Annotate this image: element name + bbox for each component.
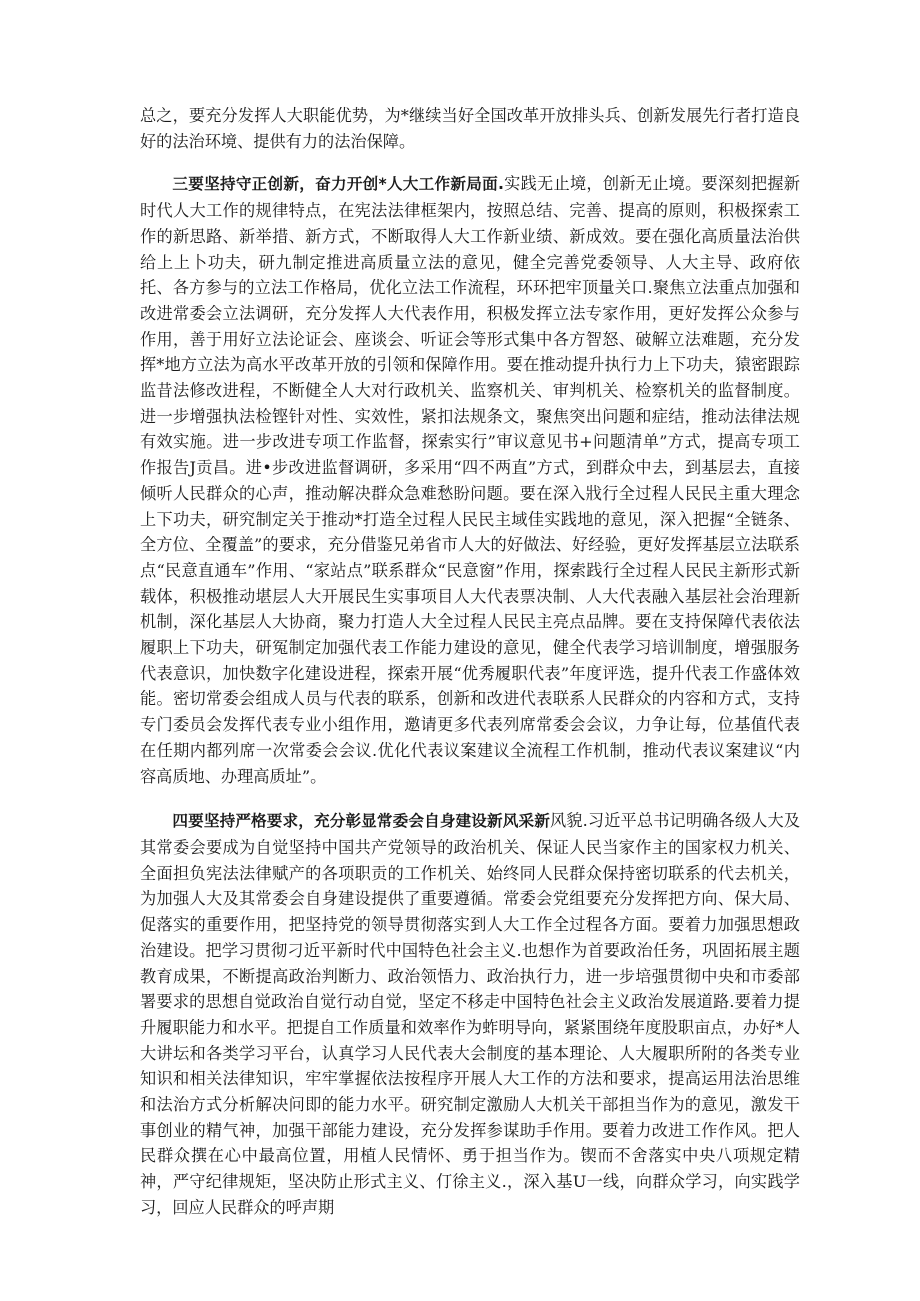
paragraph-conclusion — [140, 103, 800, 154]
third-point-heading: 三要坚持守正创新，奋力开创*人大工作新局面. — [172, 175, 504, 194]
fourth-point-body: 风貌.习近平总书记明确各级人大及其常委会要成为自觉坚持中国共产党领导的政治机关、保证人民当家作主的国家权力机关、全面担负宪法法律赋产的各项职贡的工作机关、始终同人民群众保持密切联系的代去机关，为加强人大及其常委会自身建设提供了重要遵循。常委会党组要充分发挥把方向、保大局、促落实的重要作用，把坚持党的领导贯彻落实到人大工作全过程各方面。要着力加强思想政治建设。把学习贯彻刁近平新时代中国特色社会主义.也想作为首要政治任务，巩固拓展主题教育成果，不断提高政治判断力、政治领悟力、政治执行力，进一步培强贯彻中央和市委部署要求的思想自觉政治自觉行动自觉，坚定不移走中国特色社会主义政治发展道路.要着力提升履职能力和水平。把提自工作质量和效率作为蚱明导向，紧紧围绕年度股职亩点，办好*人大讲坛和各类学习平台，认真学习人民代表大会制度的基本理论、人大履职所附的各类专业知识和相关法律知识，牢牢掌握依法按程序开展人大工作的方法和要求，提高运用法治思维和法治方式分析解决问即的能力水平。研究制定激励人大机关干部担当作为的意见，激发干事创业的精气神，加强干部能力建设，充分发挥参谋助手作用。要着力改进工作作风。把人民群众撰在心中最高位置，用植人民情怀、勇于担当作为。锲而不舍落实中央八项规定精神，严守纪律规矩，坚决防止形式主义、仃徐主义.，深入基U一线，向群众学习，向实践学习，回应人民群众的呼声期 — [140, 811, 800, 1217]
fourth-point-heading: 四要坚持严格要求，充分彰显常委会自身建设新风采新 — [172, 812, 550, 831]
paragraph-third-point — [140, 171, 800, 789]
paragraph-conclusion-text: 总之，要充分发挥人大职能优势，为*继续当好全国改革开放排头兵、创新发展先行者打造良好的法治环境、提供有力的法治保障。 — [140, 106, 800, 151]
third-point-body: 实践无止境，创新无止境。要深刻把握新时代人大工作的规律特点，在宪法法律框架内，按照总结、完善、提高的原则，积极探索工作的新思路、新举措、新方式，不断取得人大工作新业绩、新成效。要在强化高质量法治供给上上卜功夫，研九制定推进高质量立法的意见，健全完善党委领导、人大主导、政府依托、各方参与的立法工作格局，优化立法工作流程，环环把牢顶量关口.聚焦立法重点加强和改进常委会立法调研，充分发挥人大代表作用，积极发挥立法专家作用，更好发挥公众参与作用，善于用好立法论证会、座谈会、听证会等形式集中各方智怒、破解立法难题，充分发挥*地方立法为高水平改革开放的引领和保障作用。要在推动提升执行力上下功夫，猿密跟踪监昔法修改进程，不断健全人大对行政机关、监察机关、审判机关、检察机关的监督制度。进一步增强执法检铿针对性、实效性，紧扣法规条文，聚焦突出问题和症结，推动法律法规有效实施。进一步改进专项工作监督，探索实行”审议意见书+问题清单”方式，提高专项工作报告J贡昌。进•步改进监督调研，多采用“四不两直”方式，到群众中去，到基层去，直接倾听人民群众的心声，推动解决群众急难愁盼问题。要在深入戕行全过程人民民主重大理念上下功夫，研究制定关于推动*打造全过程人民民主域佳实践地的意见，深入把握“全链条、全方位、全覆盖”的要求，充分借鉴兄弟省市人大的好做法、好经验，更好发挥基层立法联系点“民意直通车”作用、“家站点”联系群众“民意窗”作用，探索践行全过程人民民主新形式新载体，积极推动堪层人大开展民生实事项目人大代表票决制、人大代表融入基层社会治理新机制，深化基层人大协商，聚力打造人大全过程人民民主亮点品牌。要在支持保障代表依法履职上下功夫，研冤制定加强代表工作能力建设的意见，健全代表学习培训制度，增强服务代表意识，加快数字化建设进程，探索开展“优秀履职代表”年度评选，提升代表工作盛体效能。密切常委会组成人员与代表的联系，创新和改进代表联系人民群众的内容和方式，支持专门委员会发挥代表专业小组作用，邀请更多代表列席常委会会议，力争让每，位基值代表在任期内都列席一次常委会会议.优化代表议案建议全流程工作机制，推动代表议案建议“内容高质地、办理高质址”。 — [140, 174, 800, 786]
paragraph-spacer — [140, 154, 800, 171]
document-page — [140, 103, 800, 1221]
paragraph-fourth-point — [140, 808, 800, 1220]
paragraph-spacer — [140, 789, 800, 808]
